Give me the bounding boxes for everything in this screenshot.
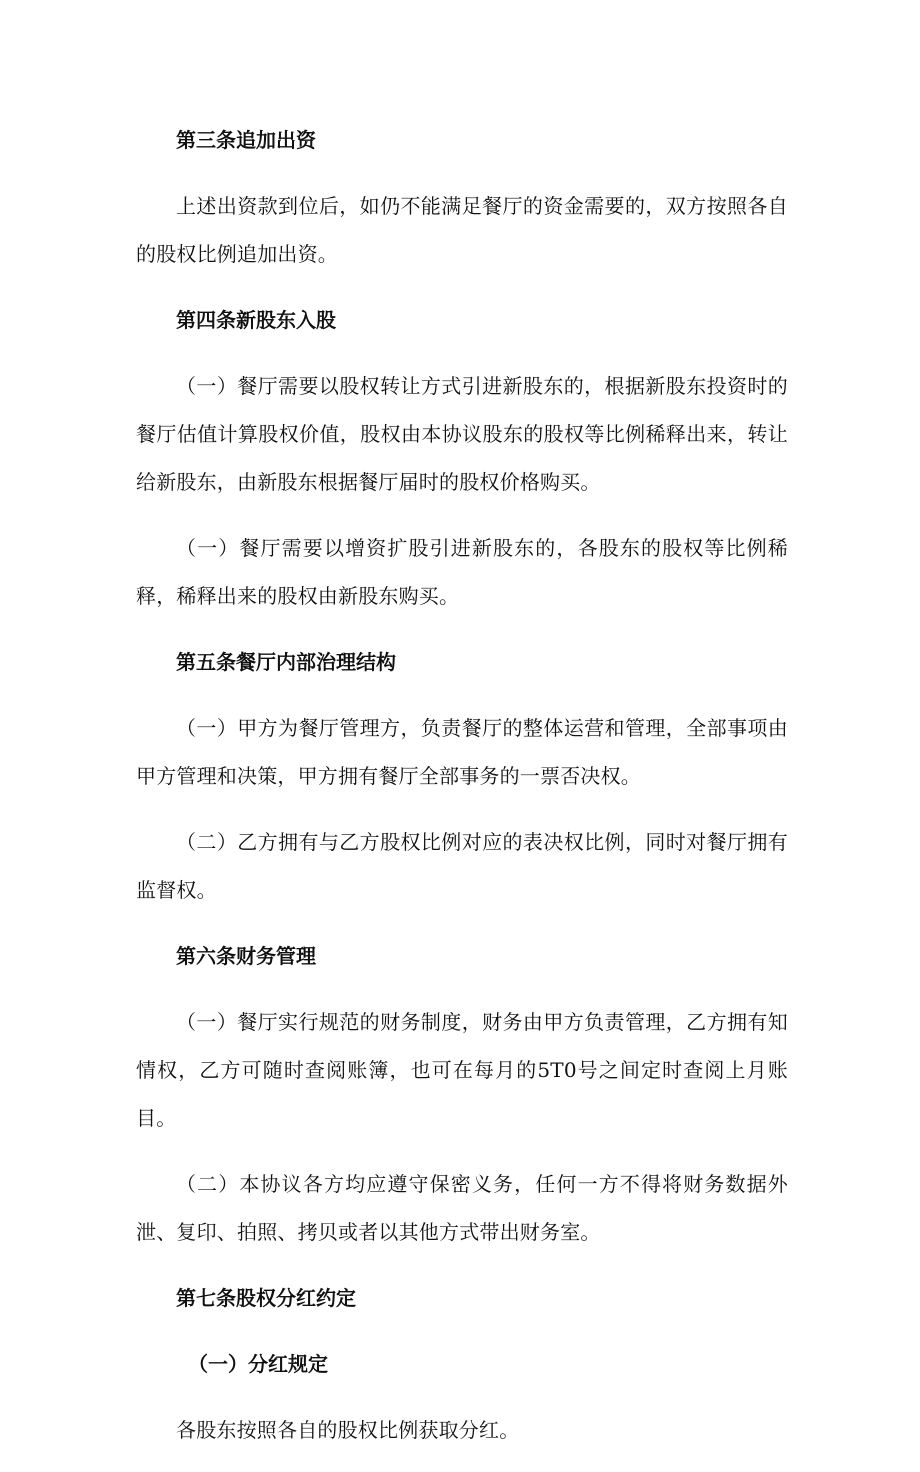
article-6-clause-1: （一）餐厅实行规范的财务制度，财务由甲方负责管理，乙方拥有知情权，乙方可随时查阅账簿，也可在每月的5T0号之间定时查阅上月账目。 xyxy=(136,1010,788,1130)
article-7-subheading: （一）分红规定 xyxy=(188,1352,328,1376)
document-body xyxy=(136,116,788,1472)
article-6-heading: 第六条财务管理 xyxy=(176,944,316,968)
article-6-clause-2: （二）本协议各方均应遵守保密义务，任何一方不得将财务数据外泄、复印、拍照、拷贝或者以其他方式带出财务室。 xyxy=(136,1172,788,1244)
article-5-heading: 第五条餐厅内部治理结构 xyxy=(176,650,396,674)
article-5-clause-2: （二）乙方拥有与乙方股权比例对应的表决权比例，同时对餐厅拥有监督权。 xyxy=(136,830,788,902)
article-5-clause-1: （一）甲方为餐厅管理方，负责餐厅的整体运营和管理，全部事项由甲方管理和决策，甲方拥有餐厅全部事务的一票否决权。 xyxy=(136,716,788,788)
article-7-paragraph: 各股东按照各自的股权比例获取分红。 xyxy=(176,1418,520,1442)
article-4-clause-2: （一）餐厅需要以增资扩股引进新股东的，各股东的股权等比例稀释，稀释出来的股权由新股东购买。 xyxy=(136,536,788,608)
article-7-heading: 第七条股权分红约定 xyxy=(176,1286,356,1310)
article-4-clause-1: （一）餐厅需要以股权转让方式引进新股东的，根据新股东投资时的餐厅估值计算股权价值，股权由本协议股东的股权等比例稀释出来，转让给新股东，由新股东根据餐厅届时的股权价格购买。 xyxy=(136,374,788,494)
article-3-paragraph: 上述出资款到位后，如仍不能满足餐厅的资金需要的，双方按照各自的股权比例追加出资。 xyxy=(136,194,788,266)
article-4-heading: 第四条新股东入股 xyxy=(176,308,336,332)
article-3-heading: 第三条追加出资 xyxy=(176,128,316,152)
